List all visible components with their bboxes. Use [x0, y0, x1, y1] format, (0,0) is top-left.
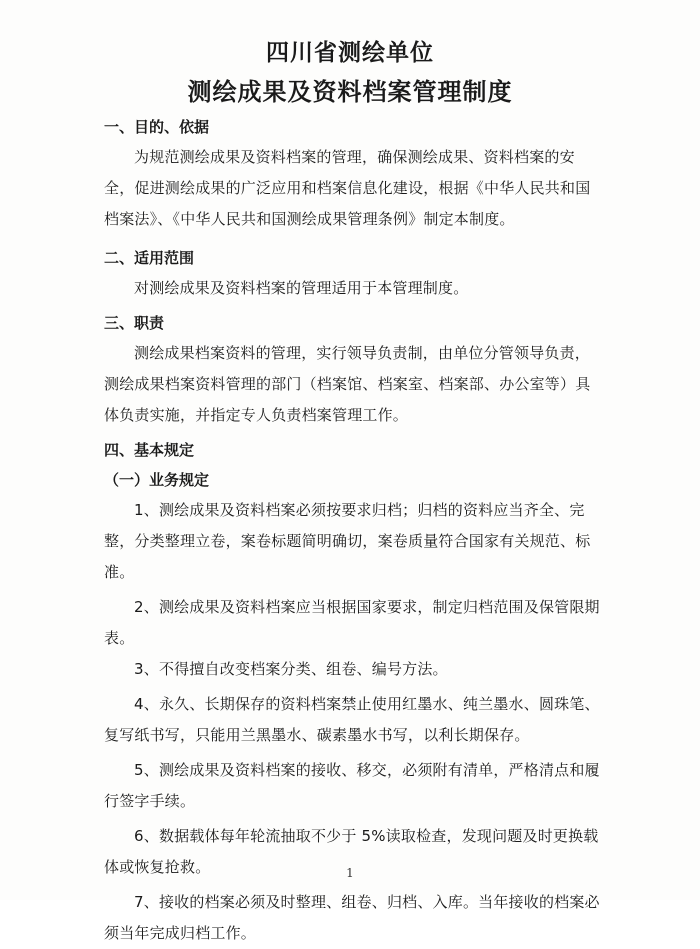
page-number: 1: [346, 866, 354, 880]
section-4-subheading: （一）业务规定: [104, 471, 210, 489]
section-1-heading: 一、目的、依据: [104, 118, 210, 136]
rule-item-5: 5、测绘成果及资料档案的接收、移交，必须附有清单，严格清点和履行签字手续。: [104, 761, 600, 810]
section-2-paragraph: 对测绘成果及资料档案的管理适用于本管理制度。: [134, 279, 469, 297]
section-4-heading: 四、基本规定: [104, 441, 195, 459]
rule-item-7: 7、接收的档案必须及时整理、组卷、归档、入库。当年接收的档案必须当年完成归档工作。: [104, 893, 600, 942]
rule-item-4: 4、永久、长期保存的资料档案禁止使用红墨水、纯兰墨水、圆珠笔、复写纸书写，只能用兰黑墨水、碳素墨水书写，以利长期保存。: [104, 695, 600, 744]
title-line-1: 四川省测绘单位: [266, 40, 434, 66]
section-2-heading: 二、适用范围: [104, 249, 195, 267]
rule-item-3: 3、不得擅自改变档案分类、组卷、编号方法。: [134, 660, 448, 678]
section-1-paragraph: 为规范测绘成果及资料档案的管理，确保测绘成果、资料档案的安全，促进测绘成果的广泛应用和档案信息化建设，根据《中华人民共和国档案法》、《中华人民共和国测绘成果管理条例》制定本制度。: [104, 148, 591, 228]
rule-item-6: 6、数据载体每年轮流抽取不少于 5%读取检查，发现问题及时更换载体或恢复抢救。: [104, 827, 599, 876]
rule-item-1: 1、测绘成果及资料档案必须按要求归档；归档的资料应当齐全、完整，分类整理立卷，案卷标题简明确切，案卷质量符合国家有关规范、标准。: [104, 501, 591, 581]
section-3-heading: 三、职责: [104, 314, 165, 332]
title-line-2: 测绘成果及资料档案管理制度: [187, 78, 513, 106]
section-3-paragraph: 测绘成果档案资料的管理，实行领导负责制，由单位分管领导负责，测绘成果档案资料管理的部门（档案馆、档案室、档案部、办公室等）具体负责实施，并指定专人负责档案管理工作。: [104, 344, 591, 424]
rule-item-2: 2、测绘成果及资料档案应当根据国家要求，制定归档范围及保管限期表。: [104, 598, 600, 647]
document-body: [104, 112, 604, 949]
